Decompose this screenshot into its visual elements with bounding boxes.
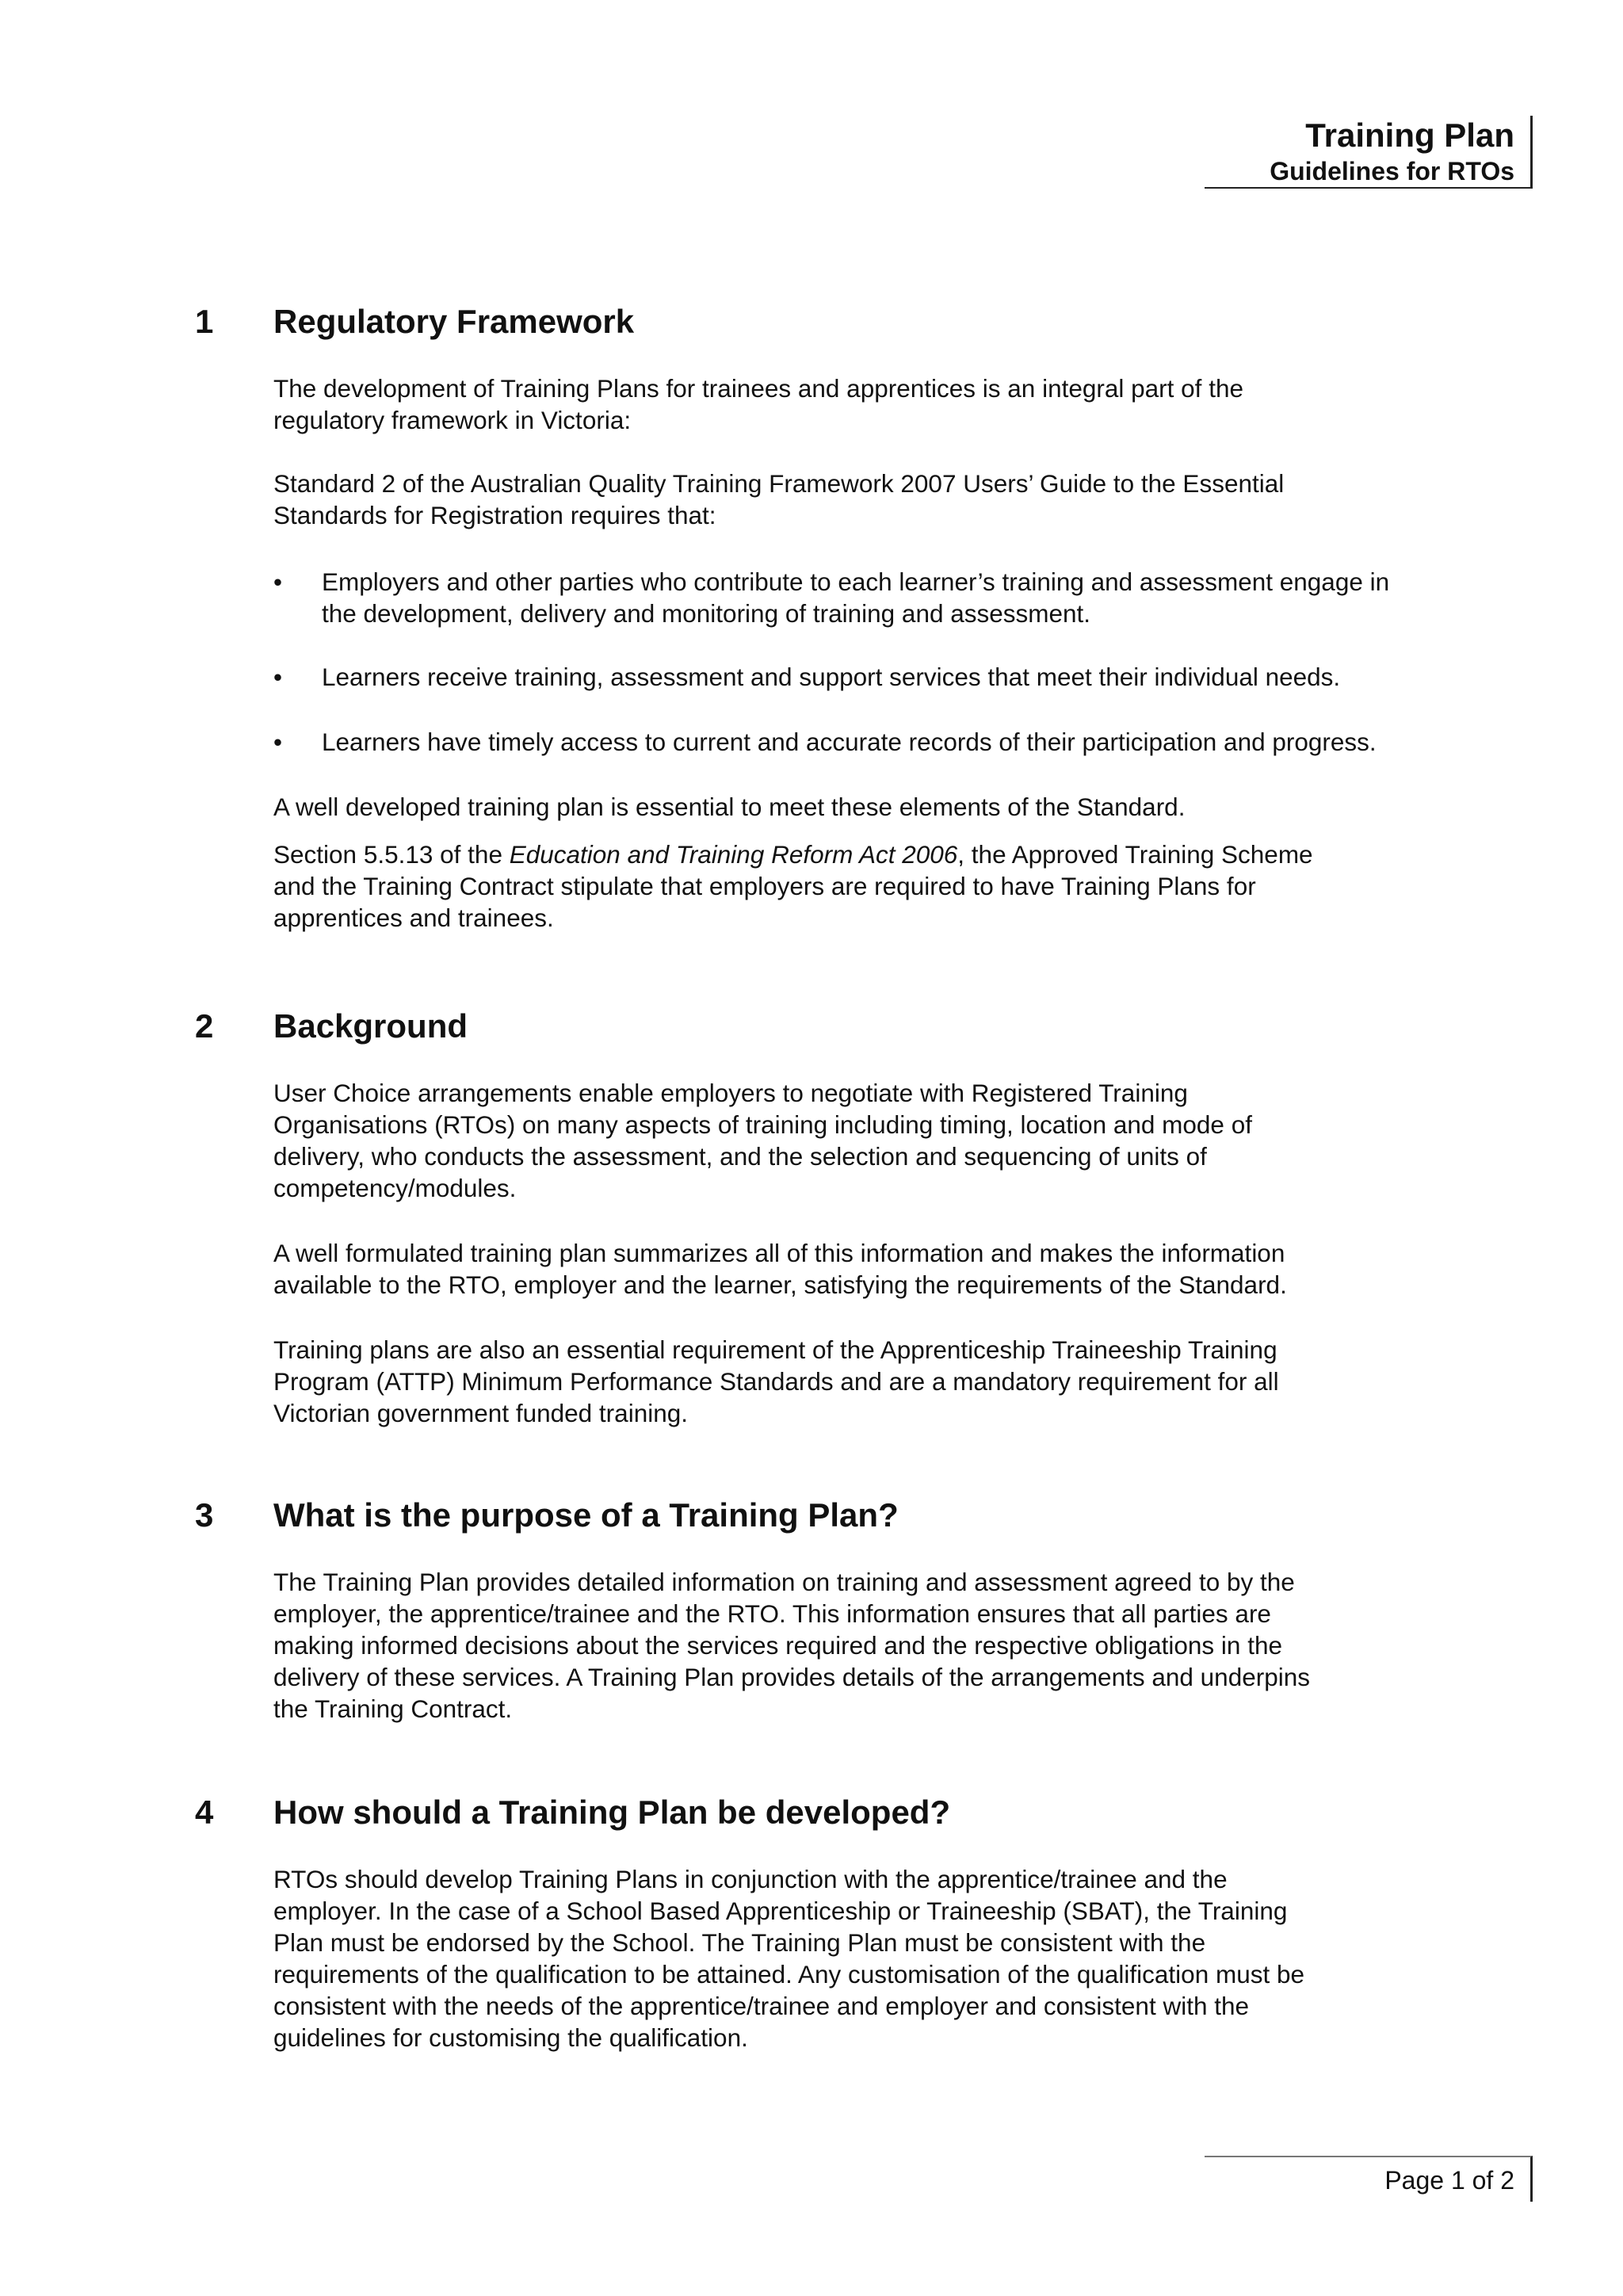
section-number: 4	[195, 1794, 214, 1831]
section-heading	[0, 298, 1623, 346]
section-development	[0, 1789, 1623, 2052]
header-subtitle: Guidelines for RTOs	[1270, 157, 1514, 185]
page-number: Page 1 of 2	[1384, 2166, 1514, 2195]
paragraph: A well formulated training plan summarizes all of this information and makes the information available to the RTO, employer and the learner, satisfying the requirements of the Standard.	[273, 1239, 1287, 1299]
bullet-item: Employers and other parties who contribute to each learner’s training and assessment engage in the development, delivery and monitoring of training and assessment.	[322, 567, 1390, 628]
section-heading	[0, 1789, 1623, 1836]
paragraph: RTOs should develop Training Plans in conjunction with the apprentice/trainee and the employer. In the case of a School Based Apprenticeship or Traineeship (SBAT), the Training Plan must be endorsed by the School. The Training Plan must be consistent with the requirements of the qualification to be attained. Any customisation of the qualification must be consistent with the needs of the apprentice/trainee and employer and consistent with the guidelines for customising the qualification.	[273, 1865, 1305, 2052]
page-header	[1205, 116, 1533, 189]
paragraph-act-reference	[273, 839, 1510, 934]
section-number: 3	[195, 1496, 214, 1534]
section-title: What is the purpose of a Training Plan?	[273, 1496, 899, 1534]
paragraph: A well developed training plan is essential to meet these elements of the Standard.	[273, 793, 1186, 821]
section-title: Background	[273, 1007, 468, 1045]
section-background	[0, 1003, 1623, 1427]
section-heading	[0, 1492, 1623, 1539]
section-regulatory-framework	[0, 298, 1623, 932]
text-run: Section 5.5.13 of the	[273, 840, 510, 869]
section-title: Regulatory Framework	[273, 303, 635, 340]
section-heading	[0, 1003, 1623, 1050]
bullet-marker: •	[273, 567, 283, 596]
section-number: 1	[195, 303, 214, 340]
section-purpose	[0, 1492, 1623, 1723]
paragraph: Standard 2 of the Australian Quality Training Framework 2007 Users’ Guide to the Essential Standards for Registration requires that:	[273, 469, 1285, 529]
bullet-item: Learners have timely access to current and accurate records of their participation and progress.	[322, 728, 1377, 756]
bullet-item: Learners receive training, assessment and support services that meet their individual needs.	[322, 663, 1341, 691]
page-footer	[1205, 2156, 1533, 2202]
header-title: Training Plan	[1305, 117, 1514, 154]
section-title: How should a Training Plan be developed?	[273, 1794, 951, 1831]
paragraph: The Training Plan provides detailed information on training and assessment agreed to by the employer, the apprentice/trainee and the RTO. This information ensures that all parties are making informed decisions about the services required and the respective obligations in the delivery of these services. A Training Plan provides details of the arrangements and underpins the Training Contract.	[273, 1568, 1311, 1723]
text-run: , the Approved Training Scheme and the Training Contract stipulate that employers are required to have Training Plans for apprentices and trainees.	[273, 840, 1313, 932]
bullet-marker: •	[273, 663, 283, 691]
paragraph: The development of Training Plans for trainees and apprentices is an integral part of the regulatory framework in Victoria:	[273, 374, 1243, 434]
section-number: 2	[195, 1007, 214, 1045]
bullet-marker: •	[273, 728, 283, 756]
paragraph: Training plans are also an essential requirement of the Apprenticeship Traineeship Training Program (ATTP) Minimum Performance Standards and are a mandatory requirement for all Victorian government funded training.	[273, 1335, 1279, 1427]
paragraph: User Choice arrangements enable employers to negotiate with Registered Training Organisations (RTOs) on many aspects of training including timing, location and mode of delivery, who conducts the assessment, and the selection and sequencing of units of competency/modules.	[273, 1079, 1252, 1202]
act-title: Education and Training Reform Act 2006	[509, 840, 958, 869]
